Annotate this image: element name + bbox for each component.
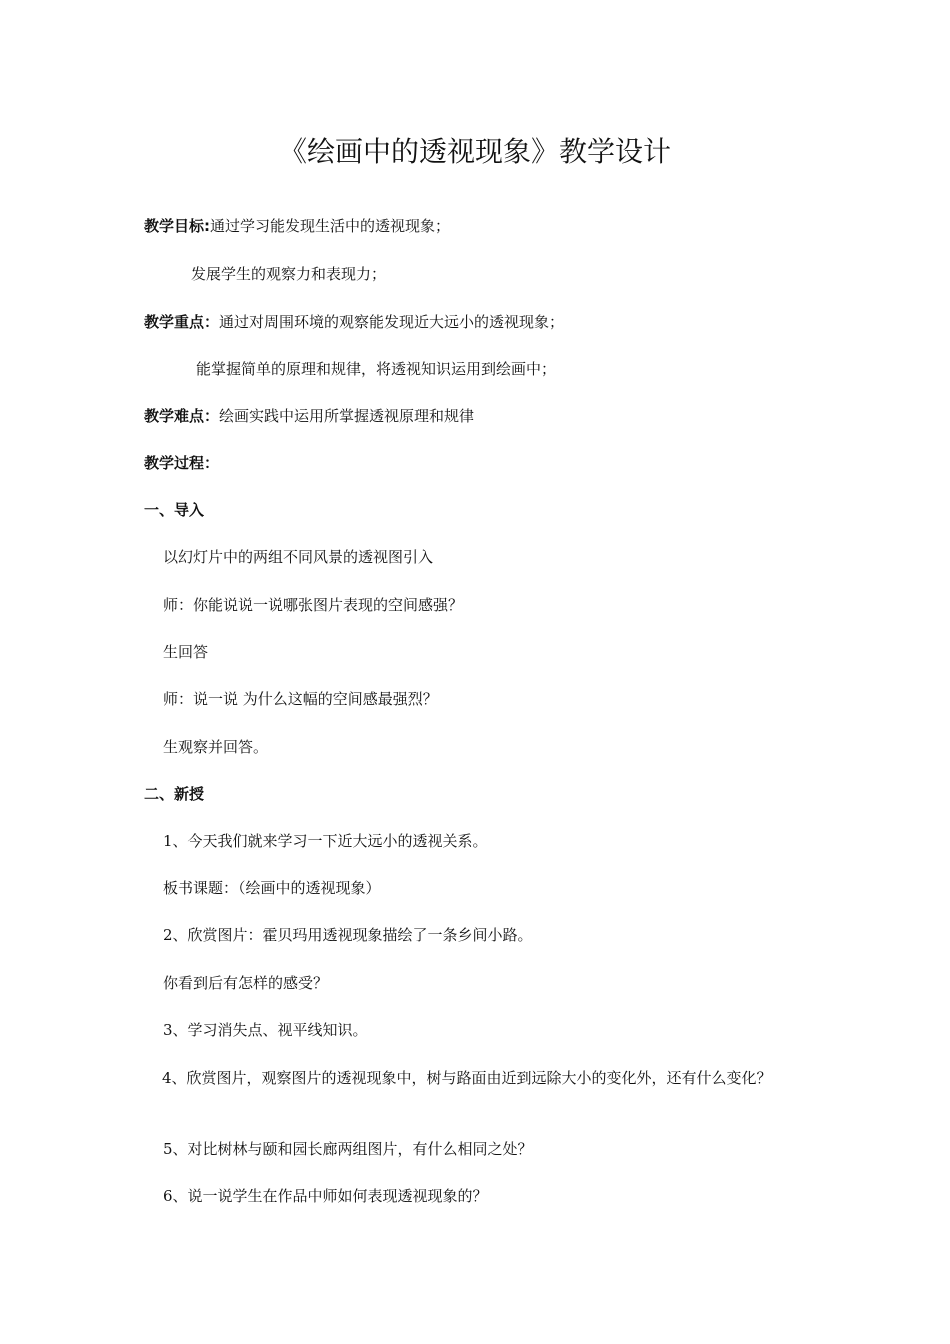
process-label: 教学过程： <box>144 454 220 472</box>
section1-line: 师：你能说说一说哪张图片表现的空间感强？ <box>163 596 464 614</box>
difficulties-text: 绘画实践中运用所掌握透视原理和规律 <box>219 407 475 425</box>
objectives-label: 教学目标: <box>144 217 210 235</box>
section1-line: 师：说一说 为什么这幅的空间感最强烈？ <box>163 690 438 708</box>
difficulties-row <box>144 404 474 428</box>
key-points-row <box>144 310 564 334</box>
section2-line: 5、对比树林与颐和园长廊两组图片，有什么相同之处？ <box>163 1140 533 1158</box>
section2-line: 板书课题：（绘画中的透视现象） <box>163 879 381 897</box>
key-points-line-2: 能掌握简单的原理和规律，将透视知识运用到绘画中； <box>196 360 557 378</box>
objectives-line-2: 发展学生的观察力和表现力； <box>191 265 387 283</box>
objectives-line-1: 通过学习能发现生活中的透视现象； <box>210 217 451 235</box>
section2-line: 4、欣赏图片，观察图片的透视现象中，树与路面由近到远除大小的变化外，还有什么变化？ <box>162 1069 772 1087</box>
objectives-row <box>144 214 450 238</box>
section2-line: 6、说一说学生在作品中师如何表现透视现象的？ <box>163 1187 488 1205</box>
section2-line: 3、学习消失点、视平线知识。 <box>163 1021 368 1039</box>
key-points-line-1: 通过对周围环境的观察能发现近大远小的透视现象； <box>219 313 565 331</box>
section1-line: 生回答 <box>163 643 209 661</box>
section2-line: 2、欣赏图片：霍贝玛用透视现象描绘了一条乡间小路。 <box>163 926 533 944</box>
section2-line: 你看到后有怎样的感受？ <box>163 974 329 992</box>
difficulties-label: 教学难点： <box>144 407 220 425</box>
section2-line: 1、今天我们就来学习一下近大远小的透视关系。 <box>163 832 488 850</box>
key-points-label: 教学重点： <box>144 313 220 331</box>
document-title: 《绘画中的透视现象》教学设计 <box>278 135 671 168</box>
section1-heading: 一、导入 <box>144 501 205 519</box>
section1-line: 以幻灯片中的两组不同风景的透视图引入 <box>163 548 434 566</box>
section1-line: 生观察并回答。 <box>163 738 269 756</box>
section2-heading: 二、新授 <box>144 785 205 803</box>
